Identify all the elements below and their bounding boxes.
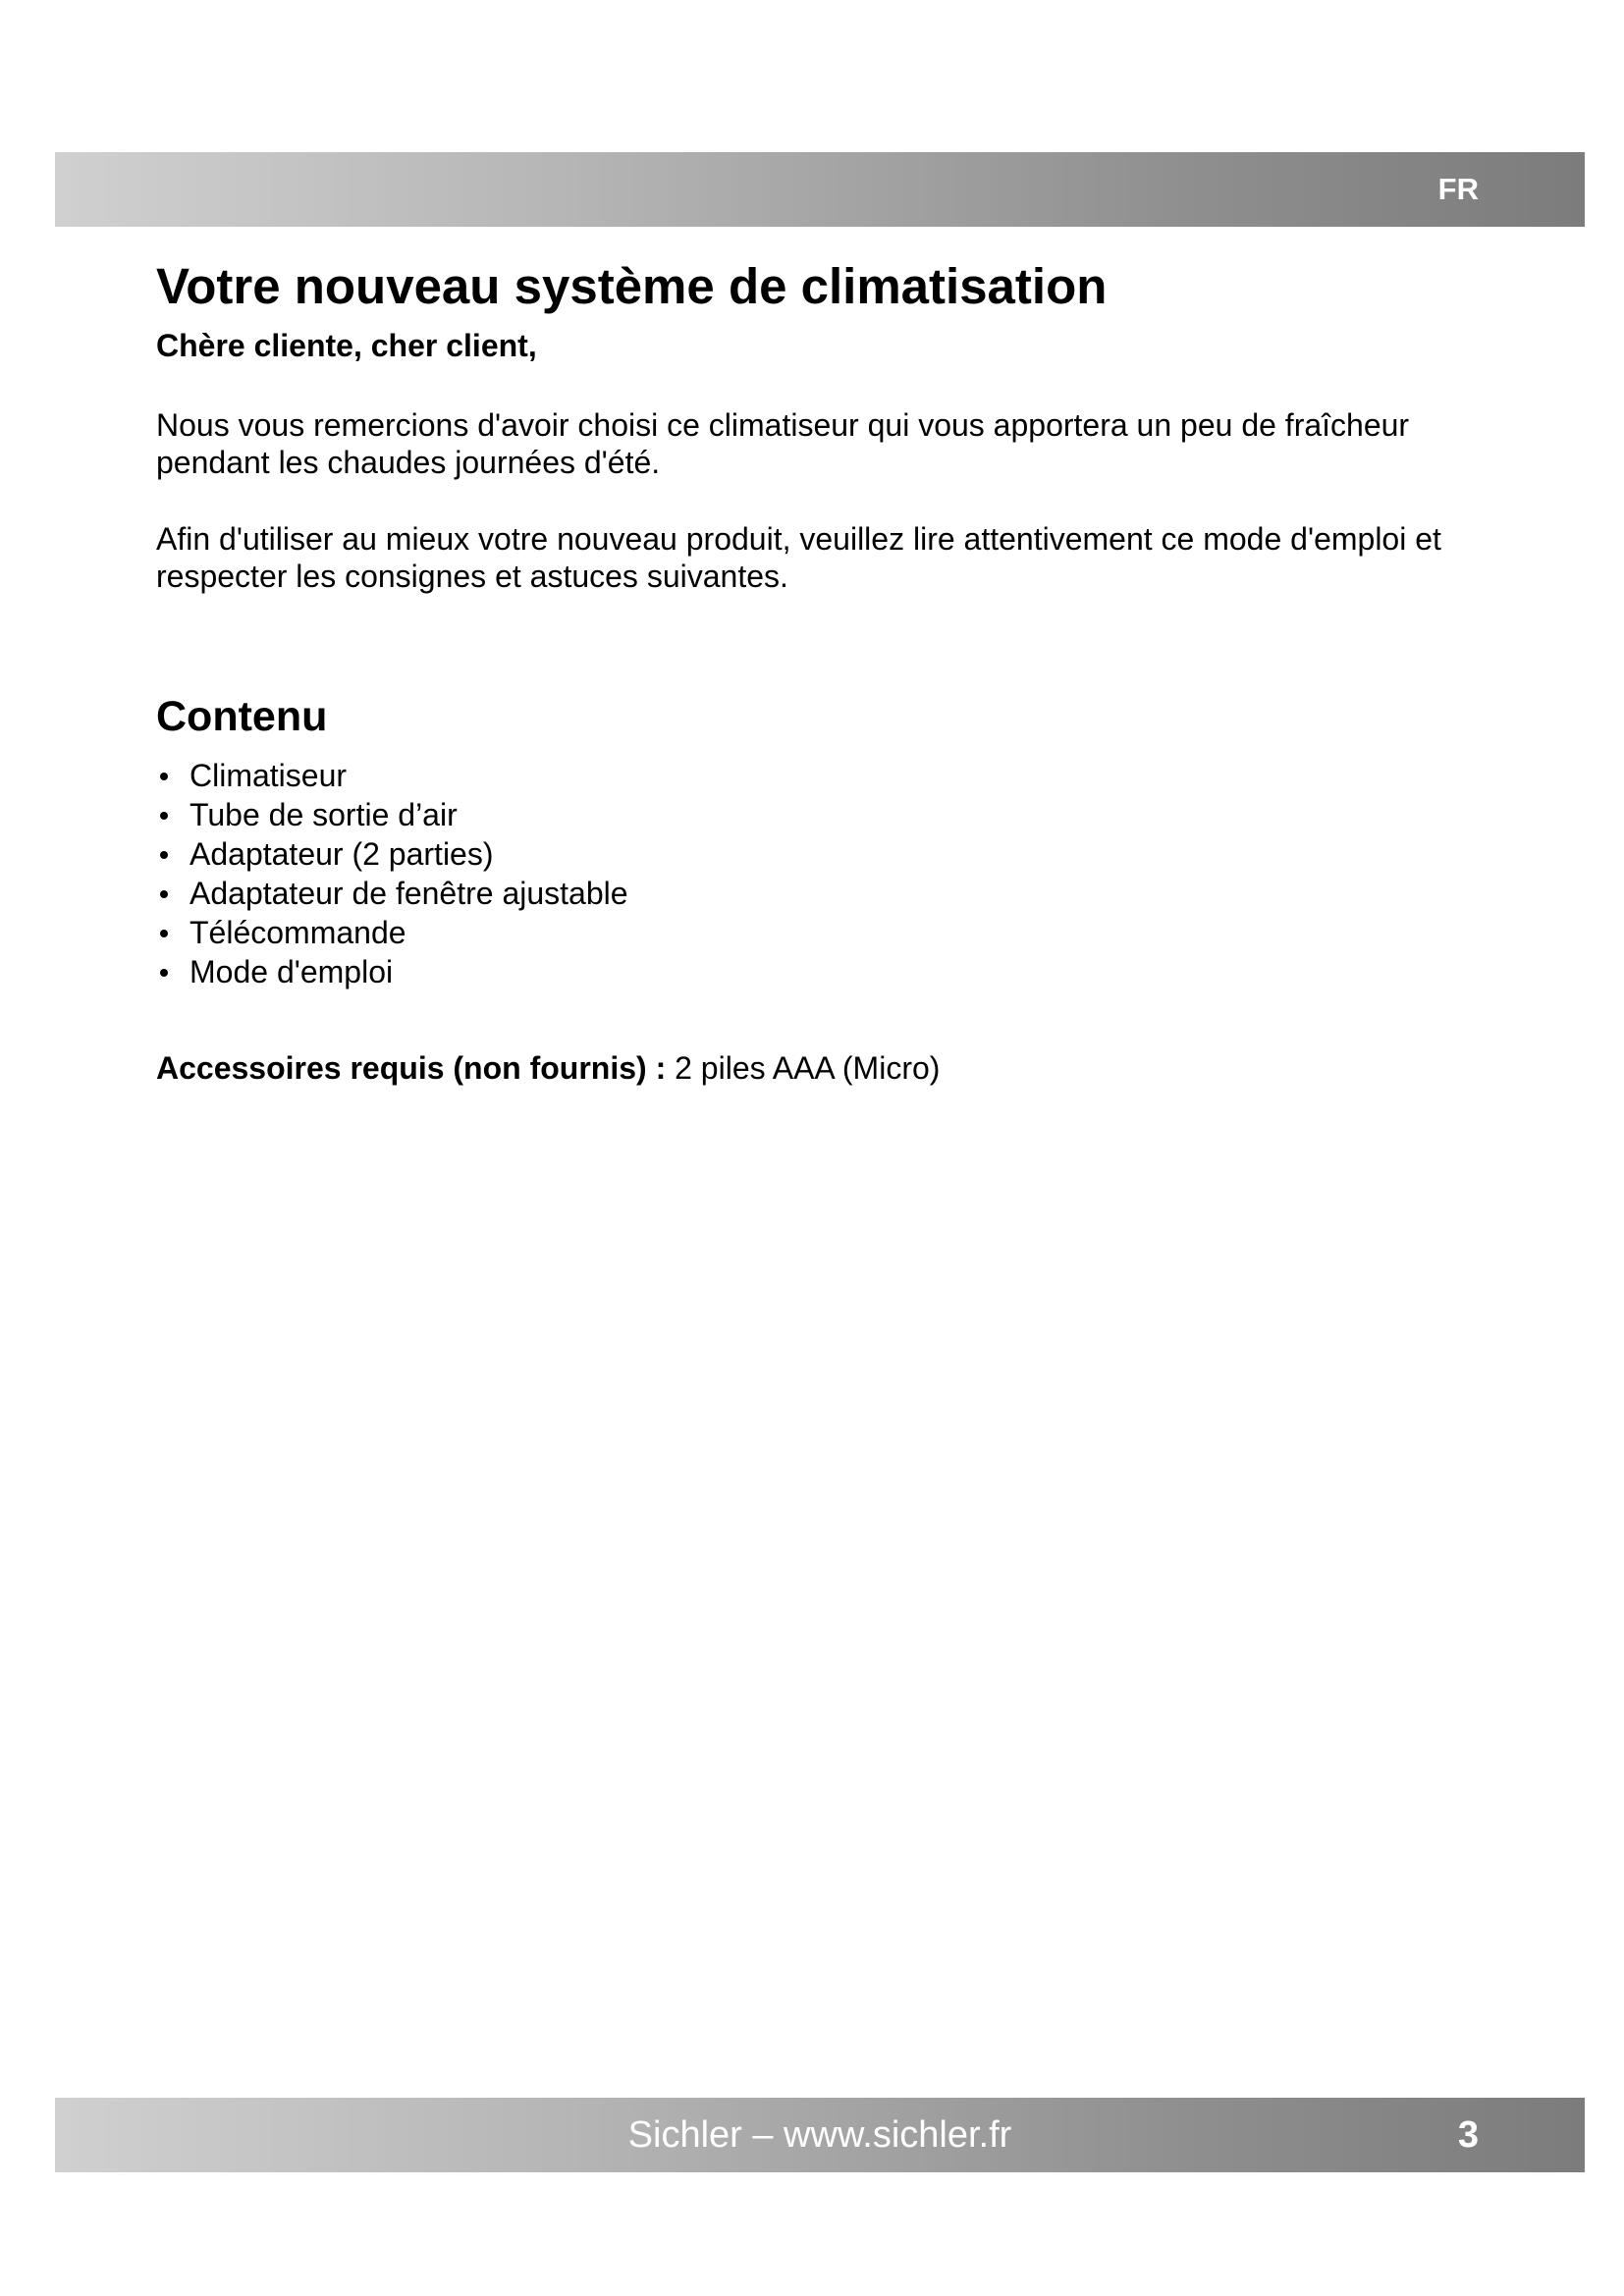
- instructions-paragraph: Afin d'utiliser au mieux votre nouveau produit, veuillez lire attentivement ce mode d'emploi et respecter les consignes et astuces suivantes.: [156, 521, 1441, 594]
- page-number: 3: [1457, 2114, 1479, 2156]
- footer-band: [55, 2098, 1585, 2172]
- list-item: Adaptateur (2 parties): [156, 834, 1472, 874]
- list-item: Tube de sortie d’air: [156, 795, 1472, 834]
- intro-paragraph: Nous vous remercions d'avoir choisi ce climatiseur qui vous apportera un peu de fraîcheur pendant les chaudes journées d'été.: [156, 407, 1410, 480]
- header-band: [55, 152, 1585, 227]
- list-item: Adaptateur de fenêtre ajustable: [156, 874, 1472, 913]
- footer-text: Sichler – www.sichler.fr: [627, 2114, 1012, 2156]
- list-item: Mode d'emploi: [156, 952, 1472, 991]
- list-item: Climatiseur: [156, 756, 1472, 795]
- page-title: Votre nouveau système de climatisation: [156, 258, 1108, 314]
- contents-heading: Contenu: [156, 693, 328, 740]
- accessories-line: [156, 1048, 1472, 1088]
- contents-list: [156, 756, 1472, 991]
- accessories-value: 2 piles AAA (Micro): [675, 1050, 941, 1086]
- accessories-label: Accessoires requis (non fournis) :: [156, 1050, 667, 1086]
- language-tag: FR: [1437, 172, 1479, 206]
- list-item: Télécommande: [156, 913, 1472, 952]
- page-content: [156, 253, 1472, 1088]
- salutation: Chère cliente, cher client,: [156, 328, 537, 363]
